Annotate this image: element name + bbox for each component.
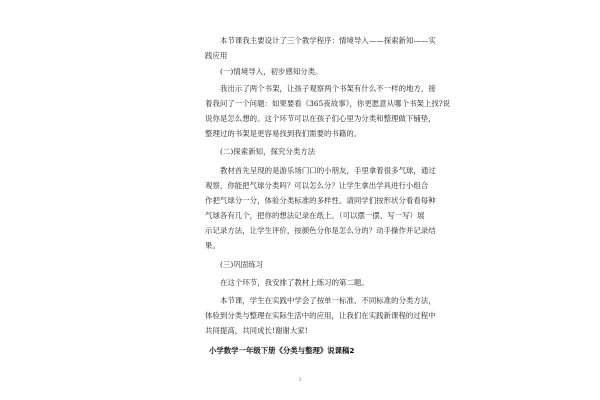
conclusion-line-3: 共同提高，共同成长!谢谢大家!	[205, 326, 308, 335]
section-1-line-1: 我出示了两个书架，让孩子观察两个书架有什么不一样的地方，接	[220, 84, 436, 93]
section-1-heading: (一)情境导入，初步感知分类。	[220, 67, 323, 76]
intro-line-1: 本节课我主要设计了三个教学程序：情境导入——探索新知——实	[220, 36, 436, 45]
section-3-line-1: 在这个环节，我安排了教材上练习的第二题。	[220, 278, 369, 287]
section-2-line-1: 教材首先呈现的是游乐场门口的小朋友，手里拿着很多气球，通过	[220, 166, 436, 175]
section-2-line-6: 果。	[205, 241, 220, 250]
section-1-line-2: 着我问了一个问题：如果要看《365夜故事》，你更愿意从哪个书架上找?说	[205, 99, 451, 108]
conclusion-line-2: 体验到分类与整理在实际生活中的应用，让我们在实践新课程的过程中	[205, 311, 436, 320]
page-number: 3	[298, 378, 302, 383]
section-1-line-3: 说你是怎么想的。这个环节可以在孩子们心里为分类和整理做下铺垫，	[205, 114, 436, 123]
conclusion-line-1: 本节课，学生在实践中学会了按单一标准、不同标准的分类方法，	[220, 296, 436, 305]
section-3-heading: (三)巩固练习	[220, 260, 264, 269]
section-2-line-2: 观察，你能把气球分类吗？可以怎么分？让学生拿出学具进行小组合	[205, 181, 429, 190]
next-section-title: 小学数学一年级下册《分类与整理》说课稿2	[209, 346, 355, 355]
section-2-line-3: 作把气球分一分，体验分类标准的多样性。请同学们按形状分看看每种	[205, 196, 436, 205]
section-2-line-5: 示记录方法，让学生评价，按颜色分你是怎么分的？动手操作并记录结	[205, 226, 436, 235]
section-1-line-4: 整理过的书架是更容易找到我们需要的书籍的。	[205, 129, 362, 138]
section-2-heading: (二)探索新知，探究分类方法	[220, 147, 316, 156]
section-2-line-4: 气球各有几个，把你的想法记录在纸上。（可以摆一摆、写一写）展	[205, 211, 425, 220]
intro-line-2: 践应用	[205, 51, 228, 60]
